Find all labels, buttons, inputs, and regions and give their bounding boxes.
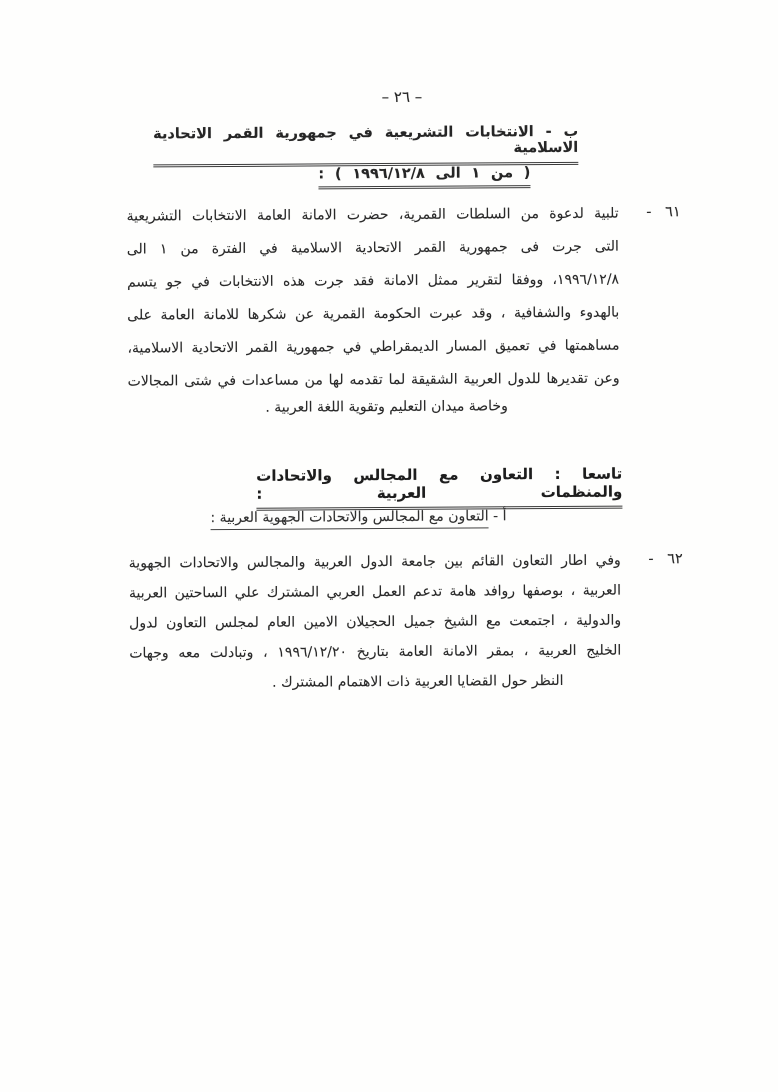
section-9-item-a [210,508,506,526]
paragraph-62-number: ٦٢ - [648,551,683,568]
paragraph-61-number: ٦١ - [646,204,681,221]
paragraph-line: الخليج العربية ، بمقر الامانة العامة بتاريخ ١٩٩٦/١٢/٢٠ ، وتبادلت معه وجهات [129,642,622,662]
item-a-marker: أ - [488,508,507,525]
paragraph-line: وعن تقديرها للدول العربية الشقيقة لما تقدمه لها من مساعدات في شتى المجالات [127,370,620,390]
paragraph-line: ١٩٩٦/١٢/٨، ووفقا لتقرير ممثل الامانة فقد جرت هذه الانتخابات في جو يتسم [127,271,620,291]
paragraph-line: والدولية ، اجتمعت مع الشيخ جميل الحجيلان الامين العام لمجلس التعاون لدول [129,612,622,632]
section-b-heading: ب - الانتخابات التشريعية في جمهورية القمر الاتحادية الاسلامية [153,124,578,168]
paragraph-line: النظر حول القضايا العربية ذات الاهتمام المشترك . [272,672,564,691]
paragraph-line: بالهدوء والشفافية ، وقد عبرت الحكومة القمرية عن شكرها للامانة العامة على [127,304,620,324]
paragraph-line: مساهمتها في تعميق المسار الديمقراطي في جمهورية القمر الاتحادية الاسلامية، [127,337,620,357]
section-b-date-range: ( من ١ الى ١٩٩٦/١٢/٨ ) : [318,165,530,189]
paragraph-line: العربية ، بوصفها روافد هامة تدعم العمل العربي المشترك علي الساحتين العربية [128,582,621,602]
paragraph-line: وفي اطار التعاون القائم بين جامعة الدول العربية والمجالس والاتحادات الجهوية [128,552,621,572]
page-number: – ٢٦ – [381,87,423,107]
section-9-heading: تاسعا : التعاون مع المجالس والاتحادات والمنظمات العربية : [256,465,622,511]
paragraph-line: تلبية لدعوة من السلطات القمرية، حضرت الامانة العامة الانتخابات التشريعية [126,205,619,225]
paragraph-line: وخاصة ميدان التعليم وتقوية اللغة العربية . [265,398,508,416]
paragraph-line: التى جرت فى جمهورية القمر الاتحادية الاسلامية في الفترة من ١ الى [126,238,619,258]
item-a-title: التعاون مع المجالس والاتحادات الجهوية العربية : [210,508,488,530]
